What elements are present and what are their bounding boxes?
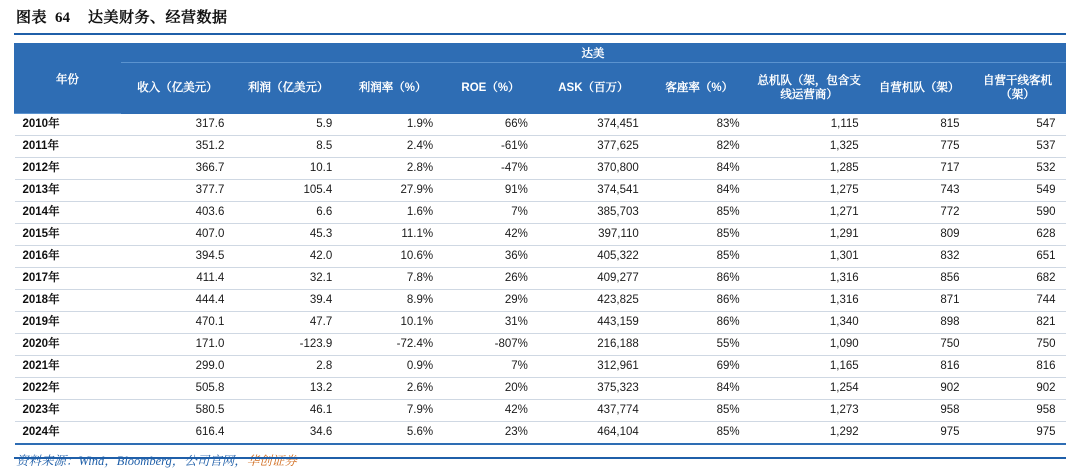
column-header-profit: 利润（亿美元）: [234, 63, 342, 114]
cell-load-factor: 86%: [649, 312, 750, 334]
cell-ask: 216,188: [538, 334, 649, 356]
cell-roe: 20%: [443, 378, 538, 400]
group-header-delta: 达美: [120, 44, 1065, 63]
cell-load-factor: 82%: [649, 136, 750, 158]
column-header-roe: ROE（%）: [443, 63, 538, 114]
cell-roe: 31%: [443, 312, 538, 334]
cell-mainline-passenger-aircraft: 902: [970, 378, 1066, 400]
cell-roe: 91%: [443, 180, 538, 202]
cell-roe: 7%: [443, 202, 538, 224]
cell-load-factor: 84%: [649, 378, 750, 400]
cell-mainline-passenger-aircraft: 590: [970, 202, 1066, 224]
cell-year: 2022年: [15, 378, 121, 400]
cell-mainline-fleet: 871: [869, 290, 970, 312]
cell-load-factor: 83%: [649, 114, 750, 136]
cell-roe: 7%: [443, 356, 538, 378]
cell-roe: 26%: [443, 268, 538, 290]
cell-roe: 29%: [443, 290, 538, 312]
cell-profit: 47.7: [234, 312, 342, 334]
cell-roe: -47%: [443, 158, 538, 180]
cell-margin: 2.6%: [342, 378, 443, 400]
figure-number: 64: [55, 10, 71, 26]
cell-revenue: 394.5: [120, 246, 234, 268]
cell-mainline-fleet: 902: [869, 378, 970, 400]
cell-total-fleet: 1,165: [750, 356, 869, 378]
cell-ask: 423,825: [538, 290, 649, 312]
cell-margin: -72.4%: [342, 334, 443, 356]
cell-revenue: 299.0: [120, 356, 234, 378]
table-head: [15, 44, 1066, 114]
cell-total-fleet: 1,292: [750, 422, 869, 445]
cell-mainline-passenger-aircraft: 547: [970, 114, 1066, 136]
cell-revenue: 444.4: [120, 290, 234, 312]
cell-mainline-passenger-aircraft: 651: [970, 246, 1066, 268]
cell-total-fleet: 1,273: [750, 400, 869, 422]
financial-data-table: [14, 43, 1066, 445]
cell-ask: 377,625: [538, 136, 649, 158]
cell-total-fleet: 1,291: [750, 224, 869, 246]
cell-load-factor: 69%: [649, 356, 750, 378]
table-row: [15, 400, 1066, 422]
cell-revenue: 171.0: [120, 334, 234, 356]
cell-mainline-fleet: 832: [869, 246, 970, 268]
cell-margin: 1.6%: [342, 202, 443, 224]
cell-profit: 8.5: [234, 136, 342, 158]
table-row: [15, 246, 1066, 268]
cell-year: 2017年: [15, 268, 121, 290]
column-header-ask: ASK（百万）: [538, 63, 649, 114]
column-header-margin: 利润率（%）: [342, 63, 443, 114]
cell-mainline-passenger-aircraft: 975: [970, 422, 1066, 445]
cell-mainline-passenger-aircraft: 532: [970, 158, 1066, 180]
cell-total-fleet: 1,285: [750, 158, 869, 180]
table-row: [15, 290, 1066, 312]
cell-profit: 34.6: [234, 422, 342, 445]
cell-margin: 2.4%: [342, 136, 443, 158]
cell-year: 2021年: [15, 356, 121, 378]
cell-profit: 13.2: [234, 378, 342, 400]
cell-load-factor: 85%: [649, 246, 750, 268]
column-header-revenue: 收入（亿美元）: [120, 63, 234, 114]
cell-total-fleet: 1,090: [750, 334, 869, 356]
column-header-mainline-passenger-aircraft: 自营干线客机（架）: [970, 63, 1066, 114]
table-row: [15, 378, 1066, 400]
cell-load-factor: 86%: [649, 290, 750, 312]
cell-revenue: 317.6: [120, 114, 234, 136]
cell-roe: 42%: [443, 400, 538, 422]
cell-mainline-passenger-aircraft: 628: [970, 224, 1066, 246]
cell-total-fleet: 1,316: [750, 290, 869, 312]
cell-ask: 464,104: [538, 422, 649, 445]
table-row: [15, 268, 1066, 290]
cell-margin: 5.6%: [342, 422, 443, 445]
cell-ask: 375,323: [538, 378, 649, 400]
cell-revenue: 366.7: [120, 158, 234, 180]
cell-total-fleet: 1,254: [750, 378, 869, 400]
cell-roe: -61%: [443, 136, 538, 158]
table-row: [15, 202, 1066, 224]
page-title: 达美财务、经营数据: [88, 9, 228, 26]
cell-mainline-fleet: 898: [869, 312, 970, 334]
cell-ask: 385,703: [538, 202, 649, 224]
cell-ask: 405,322: [538, 246, 649, 268]
cell-revenue: 411.4: [120, 268, 234, 290]
cell-mainline-passenger-aircraft: 750: [970, 334, 1066, 356]
cell-roe: 66%: [443, 114, 538, 136]
cell-mainline-fleet: 775: [869, 136, 970, 158]
cell-load-factor: 85%: [649, 224, 750, 246]
figure-label: 图表: [16, 9, 48, 26]
cell-profit: 2.8: [234, 356, 342, 378]
cell-year: 2016年: [15, 246, 121, 268]
cell-year: 2015年: [15, 224, 121, 246]
cell-mainline-fleet: 958: [869, 400, 970, 422]
column-header-load-factor: 客座率（%）: [649, 63, 750, 114]
source-stamp: 华创证券: [246, 454, 297, 468]
cell-mainline-fleet: 815: [869, 114, 970, 136]
cell-year: 2024年: [15, 422, 121, 445]
cell-mainline-passenger-aircraft: 821: [970, 312, 1066, 334]
cell-mainline-passenger-aircraft: 958: [970, 400, 1066, 422]
cell-ask: 374,541: [538, 180, 649, 202]
cell-year: 2019年: [15, 312, 121, 334]
cell-total-fleet: 1,316: [750, 268, 869, 290]
cell-ask: 397,110: [538, 224, 649, 246]
table-row: [15, 422, 1066, 445]
cell-year: 2018年: [15, 290, 121, 312]
cell-total-fleet: 1,275: [750, 180, 869, 202]
cell-profit: 32.1: [234, 268, 342, 290]
table-row: [15, 136, 1066, 158]
cell-year: 2020年: [15, 334, 121, 356]
cell-ask: 409,277: [538, 268, 649, 290]
cell-margin: 11.1%: [342, 224, 443, 246]
column-header-mainline-fleet: 自营机队（架）: [869, 63, 970, 114]
table-row: [15, 312, 1066, 334]
cell-profit: 42.0: [234, 246, 342, 268]
cell-roe: 42%: [443, 224, 538, 246]
cell-year: 2013年: [15, 180, 121, 202]
cell-roe: 36%: [443, 246, 538, 268]
cell-load-factor: 85%: [649, 422, 750, 445]
cell-year: 2011年: [15, 136, 121, 158]
cell-margin: 0.9%: [342, 356, 443, 378]
bottom-divider: [14, 457, 1066, 459]
cell-revenue: 403.6: [120, 202, 234, 224]
cell-revenue: 616.4: [120, 422, 234, 445]
cell-load-factor: 84%: [649, 158, 750, 180]
cell-profit: 10.1: [234, 158, 342, 180]
cell-profit: 46.1: [234, 400, 342, 422]
cell-ask: 370,800: [538, 158, 649, 180]
cell-margin: 27.9%: [342, 180, 443, 202]
cell-load-factor: 85%: [649, 400, 750, 422]
source-text: 资料来源：Wind，Bloomberg，公司官网，: [16, 454, 247, 468]
cell-revenue: 351.2: [120, 136, 234, 158]
cell-revenue: 407.0: [120, 224, 234, 246]
cell-load-factor: 85%: [649, 202, 750, 224]
cell-total-fleet: 1,301: [750, 246, 869, 268]
cell-profit: 6.6: [234, 202, 342, 224]
cell-mainline-passenger-aircraft: 537: [970, 136, 1066, 158]
cell-mainline-fleet: 772: [869, 202, 970, 224]
cell-margin: 1.9%: [342, 114, 443, 136]
figure-title-row: [14, 0, 1066, 35]
table-column-header-row: [15, 63, 1066, 114]
cell-load-factor: 55%: [649, 334, 750, 356]
cell-total-fleet: 1,325: [750, 136, 869, 158]
cell-revenue: 505.8: [120, 378, 234, 400]
cell-margin: 10.1%: [342, 312, 443, 334]
column-header-year: [15, 44, 121, 114]
column-header-year-label: 年份: [55, 73, 79, 86]
cell-profit: 39.4: [234, 290, 342, 312]
cell-load-factor: 86%: [649, 268, 750, 290]
table-row: [15, 180, 1066, 202]
cell-ask: 374,451: [538, 114, 649, 136]
cell-mainline-fleet: 856: [869, 268, 970, 290]
table-body: [15, 114, 1066, 445]
column-header-total-fleet: 总机队（架，包含支线运营商）: [750, 63, 869, 114]
cell-margin: 7.8%: [342, 268, 443, 290]
table-row: [15, 334, 1066, 356]
cell-total-fleet: 1,115: [750, 114, 869, 136]
cell-year: 2010年: [15, 114, 121, 136]
cell-mainline-fleet: 743: [869, 180, 970, 202]
cell-mainline-passenger-aircraft: 549: [970, 180, 1066, 202]
cell-profit: 45.3: [234, 224, 342, 246]
table-row: [15, 158, 1066, 180]
cell-margin: 10.6%: [342, 246, 443, 268]
table-row: [15, 356, 1066, 378]
cell-margin: 8.9%: [342, 290, 443, 312]
table-row: [15, 224, 1066, 246]
cell-revenue: 470.1: [120, 312, 234, 334]
cell-year: 2014年: [15, 202, 121, 224]
cell-profit: -123.9: [234, 334, 342, 356]
cell-ask: 312,961: [538, 356, 649, 378]
cell-mainline-fleet: 975: [869, 422, 970, 445]
cell-mainline-passenger-aircraft: 816: [970, 356, 1066, 378]
cell-mainline-fleet: 816: [869, 356, 970, 378]
cell-mainline-fleet: 750: [869, 334, 970, 356]
cell-year: 2012年: [15, 158, 121, 180]
cell-profit: 105.4: [234, 180, 342, 202]
cell-year: 2023年: [15, 400, 121, 422]
cell-revenue: 377.7: [120, 180, 234, 202]
table-group-header-row: [15, 44, 1066, 63]
cell-margin: 2.8%: [342, 158, 443, 180]
cell-revenue: 580.5: [120, 400, 234, 422]
cell-roe: -807%: [443, 334, 538, 356]
cell-ask: 437,774: [538, 400, 649, 422]
cell-margin: 7.9%: [342, 400, 443, 422]
cell-profit: 5.9: [234, 114, 342, 136]
cell-mainline-passenger-aircraft: 744: [970, 290, 1066, 312]
table-row: [15, 114, 1066, 136]
source-note: [14, 451, 1066, 469]
cell-total-fleet: 1,340: [750, 312, 869, 334]
cell-total-fleet: 1,271: [750, 202, 869, 224]
cell-ask: 443,159: [538, 312, 649, 334]
cell-mainline-fleet: 809: [869, 224, 970, 246]
cell-mainline-passenger-aircraft: 682: [970, 268, 1066, 290]
cell-roe: 23%: [443, 422, 538, 445]
cell-load-factor: 84%: [649, 180, 750, 202]
cell-mainline-fleet: 717: [869, 158, 970, 180]
